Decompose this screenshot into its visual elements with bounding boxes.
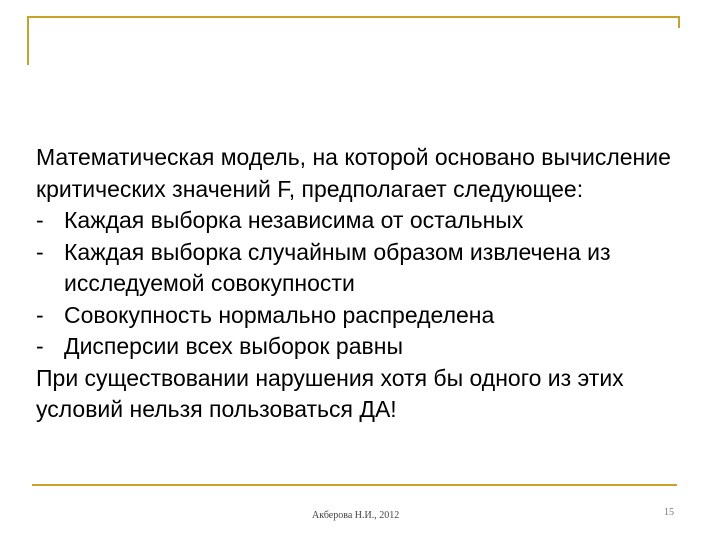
closing-line-2: условий нельзя пользоваться ДА! xyxy=(36,396,397,422)
bullet-text: Каждая выборка случайным образом извлечена из исследуемой совокупности xyxy=(64,238,611,296)
bullet-item xyxy=(36,331,696,363)
bullet-item xyxy=(36,237,696,300)
closing-line-1: При существовании нарушения хотя бы одного из этих xyxy=(36,364,624,391)
footer-author: Акберова Н.И., 2012 xyxy=(312,510,400,521)
bullet-text: Каждая выборка независима от остальных xyxy=(64,207,524,233)
intro-line-2: критических значений F, предполагает следующее: xyxy=(36,175,584,202)
bullet-item xyxy=(36,205,696,237)
intro-line-1: Математическая модель, на которой основано вычисление xyxy=(36,144,671,170)
bullet-marker: - xyxy=(36,238,44,265)
left-decorative-rule xyxy=(27,16,29,65)
bottom-decorative-rule xyxy=(32,484,677,486)
page-number: 15 xyxy=(664,507,674,518)
bullet-marker: - xyxy=(36,301,44,328)
bullet-marker: - xyxy=(36,207,44,233)
bullet-item xyxy=(36,300,696,332)
bullet-marker: - xyxy=(36,333,44,359)
top-decorative-rule xyxy=(27,16,679,18)
right-decorative-tick xyxy=(678,16,680,28)
slide-body xyxy=(36,142,696,426)
bullet-text: Совокупность нормально распределена xyxy=(64,301,495,328)
bullet-text: Дисперсии всех выборок равны xyxy=(64,333,403,359)
